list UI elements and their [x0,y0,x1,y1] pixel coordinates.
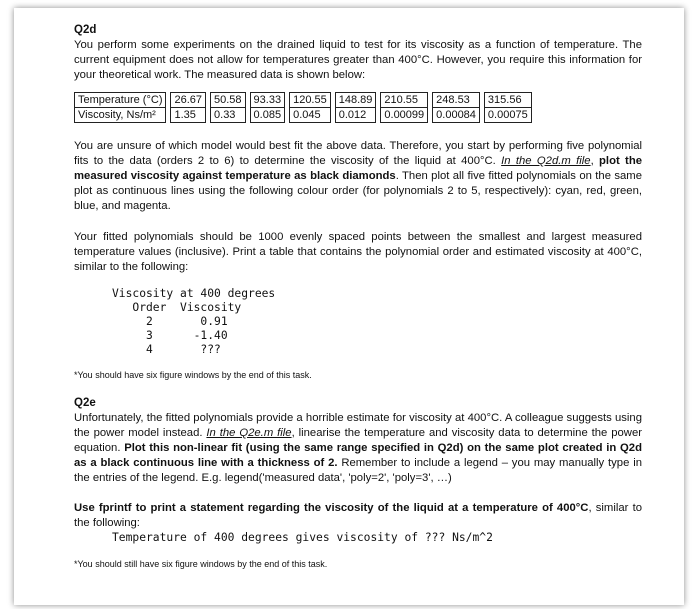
q2e-para2-rest: , similar to the following: [74,502,642,529]
q2e-para1-text-a: Unfortunately, the fitted polynomials provide a horrible estimate for viscosity at 400°C. A colleague suggests using the power model instead. [74,412,642,439]
viscosity-value-cell: 0.045 [290,108,331,123]
viscosity-value-cell: 1.35 [171,108,206,123]
viscosity-value-cell: 0.085 [250,108,285,123]
viscosity-row [75,108,532,123]
q2d-file-reference: In the Q2d.m file [501,155,591,167]
q2e-heading: Q2e [74,397,96,409]
q2d-paragraph-3: Your fitted polynomials should be 1000 evenly spaced points between the smallest and largest measured temperature values (inclusive). Print a table that contains the polynomial order and estimated viscosity at 400°C, similar to the following: [74,231,642,273]
temperature-label-cell: Temperature (°C) [75,93,166,108]
q2d-paragraph-2 [74,139,642,214]
q2e-note: *You should still have six figure windows by the end of this task. [74,559,328,569]
q2e-example-output: Temperature of 400 degrees gives viscosity of ??? Ns/m^2 [112,531,493,544]
q2e-fprintf-instruction: Use fprintf to print a statement regarding the viscosity of the liquid at a temperature of 400°C [74,502,589,514]
temperature-row [75,93,532,108]
temperature-value-cell: 315.56 [484,93,531,108]
q2d-para2-text-c: . Then plot all five fitted polynomials on the same plot as continuous lines using the following colour order (for polynomials 2 to 5, respectively): cyan, red, green, blue, and magenta. [74,170,642,212]
viscosity-value-cell: 0.012 [335,108,376,123]
q2e-para1-text-c: Remember to include a legend – you may manually type in the entries of the legend. E.g. legend('measured data', 'poly=2', 'poly=3', …) [74,457,642,484]
q2e-plot-instruction: Plot this non-linear fit (using the same range specified in Q2d) on the same plot created in Q2d as a black continuous line with a thickness of 2. [74,442,642,469]
temperature-value-cell: 148.89 [335,93,376,108]
viscosity-table [74,92,532,123]
q2e-paragraph-1 [74,411,642,486]
document-page [14,8,684,605]
q2e-file-reference: In the Q2e.m file [206,427,292,439]
temperature-value-cell: 120.55 [290,93,331,108]
viscosity-label-cell: Viscosity, Ns/m² [75,108,166,123]
q2e-para1-text-b: , linearise the temperature and viscosity data to determine the power equation. [74,427,643,454]
q2d-para2-text-a: You are unsure of which model would best fit the above data. Therefore, you start by performing five polynomial fits to the data (orders 2 to 6) to determine the viscosity of the liquid at 400°C. [74,140,642,167]
q2d-example-output: Viscosity at 400 degrees Order Viscosity 2 0.91 3 -1.40 4 ??? [112,287,276,356]
q2d-plot-instruction: plot the measured viscosity against temperature as black diamonds [74,155,642,182]
q2e-paragraph-2 [74,501,642,531]
temperature-value-cell: 50.58 [211,93,246,108]
viscosity-value-cell: 0.00099 [381,108,428,123]
q2d-heading: Q2d [74,24,97,36]
q2d-note: *You should have six figure windows by the end of this task. [74,370,312,380]
temperature-value-cell: 248.53 [433,93,480,108]
viscosity-value-cell: 0.00075 [484,108,531,123]
document-content [74,24,642,569]
temperature-value-cell: 210.55 [381,93,428,108]
temperature-value-cell: 26.67 [171,93,206,108]
q2d-intro: You perform some experiments on the drained liquid to test for its viscosity as a function of temperature. The current equipment does not allow for temperatures greater than 400°C. However, you require this information for your theoretical work. The measured data is shown below: [74,39,642,81]
q2d-para2-text-b: , [590,155,600,167]
temperature-value-cell: 93.33 [250,93,285,108]
viscosity-value-cell: 0.00084 [433,108,480,123]
viscosity-value-cell: 0.33 [211,108,246,123]
